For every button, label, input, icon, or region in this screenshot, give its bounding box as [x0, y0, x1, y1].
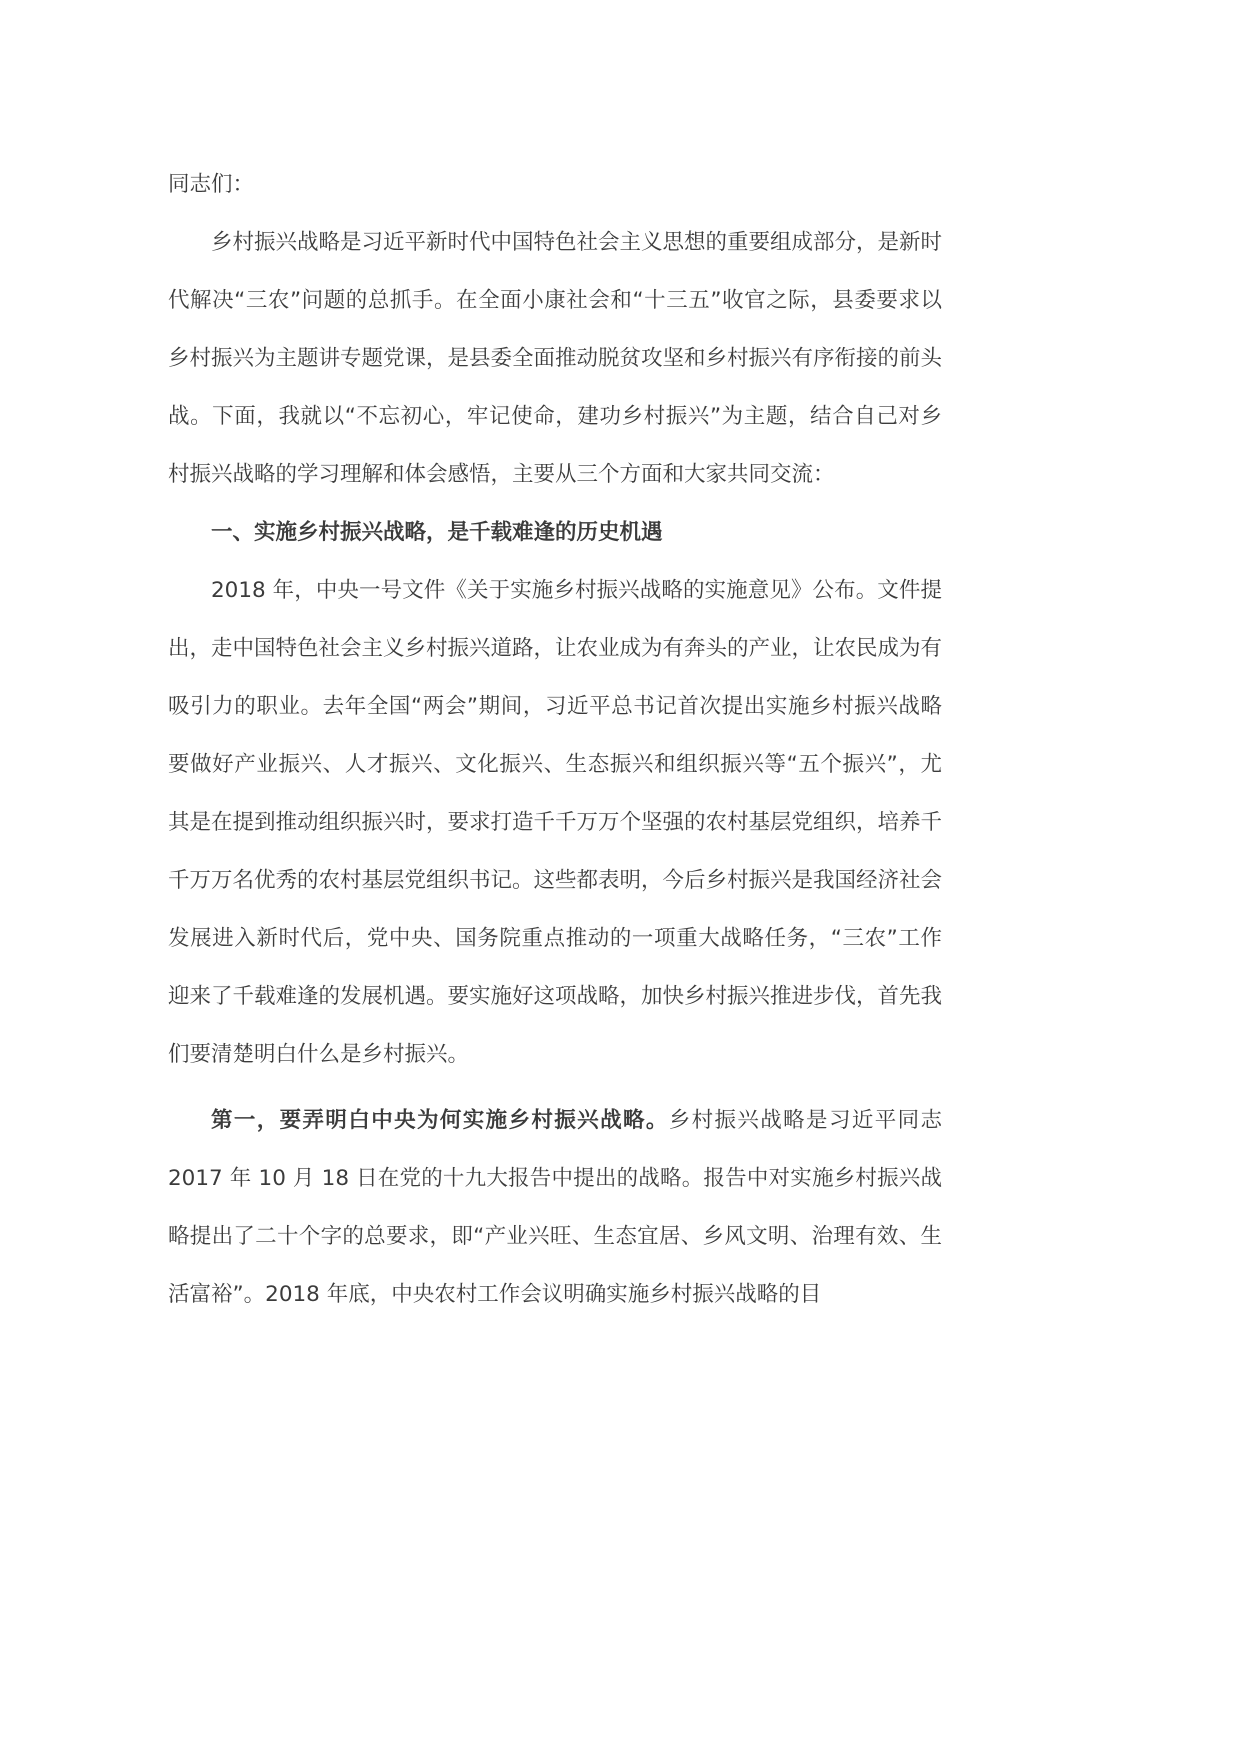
salutation: 同志们：	[168, 172, 255, 197]
document-page	[168, 156, 942, 1324]
intro-paragraph: 乡村振兴战略是习近平新时代中国特色社会主义思想的重要组成部分，是新时代解决“三农”问题的总抓手。在全面小康社会和“十三五”收官之际，县委要求以乡村振兴为主题讲专题党课，是县委全面推动脱贫攻坚和乡村振兴有序衔接的前头战。下面，我就以“不忘初心，牢记使命，建功乡村振兴”为主题，结合自己对乡村振兴战略的学习理解和体会感悟，主要从三个方面和大家共同交流：	[168, 230, 943, 487]
point-paragraph	[168, 1092, 942, 1324]
point-lead: 第一，要弄明白中央为何实施乡村振兴战略。	[211, 1108, 669, 1133]
point-body: 乡村振兴战略是习近平同志 2017 年 10 月 18 日在党的十九大报告中提出的战略。报告中对实施乡村振兴战略提出了二十个字的总要求，即“产业兴旺、生态宜居、乡风文明、治理有效、生活富裕”。2018 年底，中央农村工作会议明确实施乡村振兴战略的目	[168, 1108, 942, 1307]
section-body-paragraph: 2018 年，中央一号文件《关于实施乡村振兴战略的实施意见》公布。文件提出，走中国特色社会主义乡村振兴道路，让农业成为有奔头的产业，让农民成为有吸引力的职业。去年全国“两会”期间，习近平总书记首次提出实施乡村振兴战略要做好产业振兴、人才振兴、文化振兴、生态振兴和组织振兴等“五个振兴”，尤其是在提到推动组织振兴时，要求打造千千万万个坚强的农村基层党组织，培养千千万万名优秀的农村基层党组织书记。这些都表明，今后乡村振兴是我国经济社会发展进入新时代后，党中央、国务院重点推动的一项重大战略任务，“三农”工作迎来了千载难逢的发展机遇。要实施好这项战略，加快乡村振兴推进步伐，首先我们要清楚明白什么是乡村振兴。	[168, 578, 943, 1067]
section-heading: 一、实施乡村振兴战略，是千载难逢的历史机遇	[211, 520, 663, 545]
